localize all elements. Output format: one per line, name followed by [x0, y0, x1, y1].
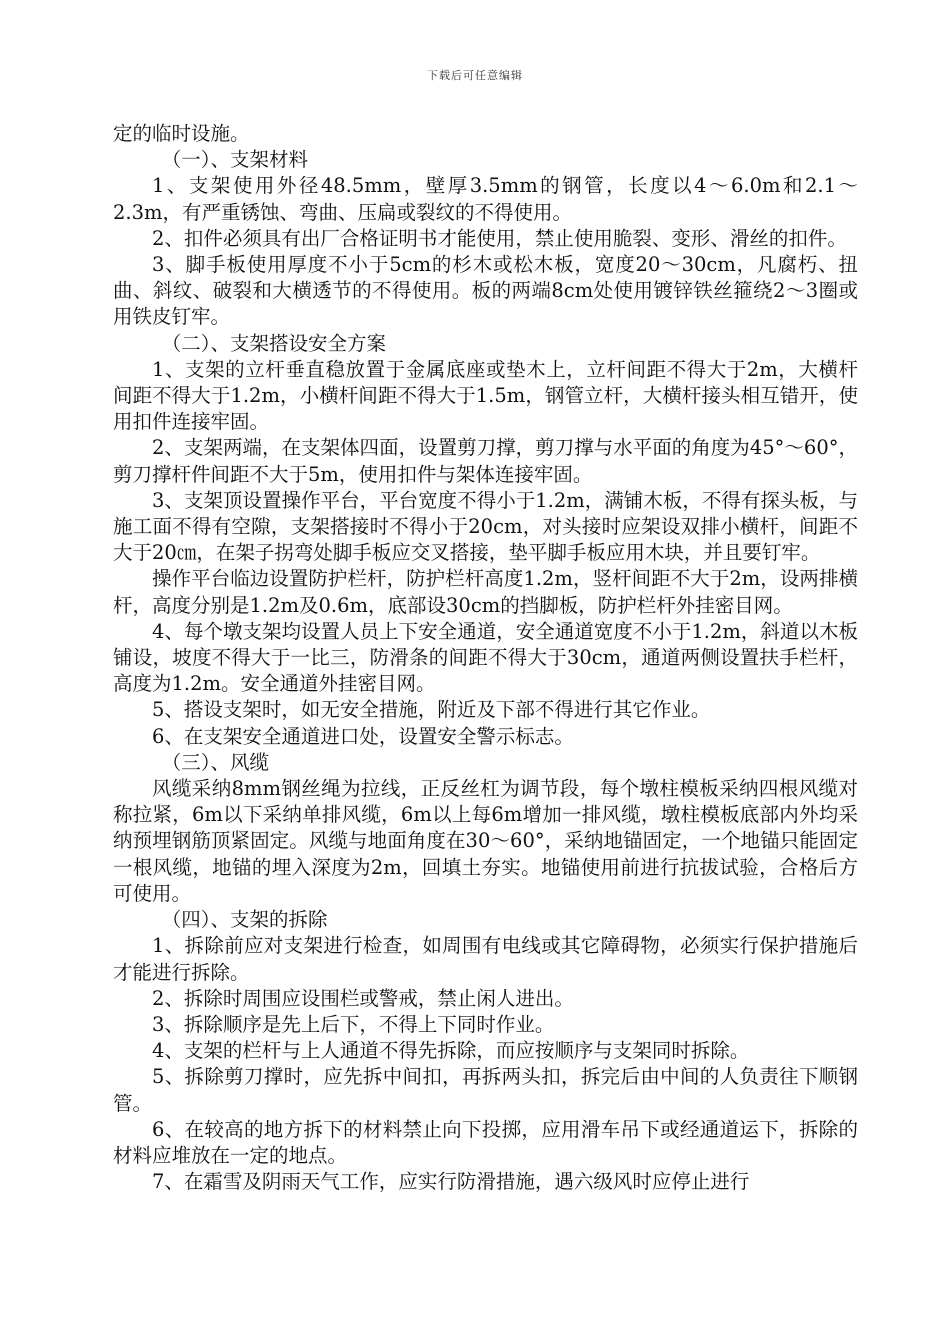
paragraph: 1、拆除前应对支架进行检查，如周围有电线或其它障碍物，必须实行保护措施后才能进行拆除。	[113, 934, 858, 984]
paragraph: 风缆采纳8mm钢丝绳为拉线，正反丝杠为调节段，每个墩柱模板采纳四根风缆对称拉紧，6m以下采纳单排风缆，6m以上每6m增加一排风缆，墩柱模板底部内外均采纳预埋钢筋顶紧固定。风缆与地面角度在30～60°，采纳地锚固定，一个地锚只能固定一根风缆，地锚的埋入深度为2m，回填土夯实。地锚使用前进行抗拔试验，合格后方可使用。	[113, 777, 858, 905]
paragraph: 3、脚手板使用厚度不小于5cm的杉木或松木板，宽度20～30cm，凡腐朽、扭曲、斜纹、破裂和大横透节的不得使用。板的两端8cm处使用镀锌铁丝箍绕2～3圈或用铁皮钉牢。	[113, 253, 858, 329]
paragraph: 操作平台临边设置防护栏杆，防护栏杆高度1.2m，竖杆间距不大于2m，设两排横杆，高度分别是1.2m及0.6m，底部设30cm的挡脚板，防护栏杆外挂密目网。	[113, 567, 858, 617]
paragraph: 5、拆除剪刀撑时，应先拆中间扣，再拆两头扣，拆完后由中间的人负责往下顺钢管。	[113, 1065, 858, 1115]
paragraph: 6、在支架安全通道进口处，设置安全警示标志。	[152, 724, 574, 748]
paragraph: 7、在霜雪及阴雨天气工作，应实行防滑措施，遇六级风时应停止进行	[152, 1170, 750, 1194]
paragraph: 2、扣件必须具有出厂合格证明书才能使用，禁止使用脆裂、变形、滑丝的扣件。	[152, 226, 847, 250]
paragraph: 3、支架顶设置操作平台，平台宽度不得小于1.2m，满铺木板，不得有探头板，与施工面不得有空隙，支架搭接时不得小于20cm，对头接时应架设双排小横杆，间距不大于20㎝，在架子拐弯处脚手板应交叉搭接，垫平脚手板应用木块，并且要钉牢。	[113, 488, 858, 565]
document-body	[113, 121, 858, 1195]
section-heading-dismantling: （四）、支架的拆除	[161, 908, 328, 932]
paragraph: 4、每个墩支架均设置人员上下安全通道，安全通道宽度不小于1.2m，斜道以木板铺设，坡度不得大于一比三，防滑条的间距不得大于30cm，通道两侧设置扶手栏杆，高度为1.2m。安全通道外挂密目网。	[113, 619, 858, 696]
section-heading-support-materials: （一）、支架材料	[161, 148, 309, 172]
paragraph-continuation: 定的临时设施。	[113, 122, 250, 145]
section-heading-erection-safety: （二）、支架搭设安全方案	[161, 331, 387, 355]
paragraph: 2、拆除时周围应设围栏或警戒，禁止闲人进出。	[152, 986, 574, 1010]
paragraph: 1、支架使用外径48.5mm，壁厚3.5mm的钢管，长度以4～6.0m和2.1～2.3m，有严重锈蚀、弯曲、压扁或裂纹的不得使用。	[113, 174, 858, 224]
paragraph: 4、支架的栏杆与上人通道不得先拆除，而应按顺序与支架同时拆除。	[152, 1039, 750, 1063]
paragraph: 1、支架的立杆垂直稳放置于金属底座或垫木上，立杆间距不得大于2m，大横杆间距不得大于1.2m，小横杆间距不得大于1.5m，钢管立杆，大横杆接头相互错开，使用扣件连接牢固。	[113, 357, 858, 434]
paragraph: 2、支架两端，在支架体四面，设置剪刀撑，剪刀撑与水平面的角度为45°～60°，剪刀撑杆件间距不大于5m，使用扣件与架体连接牢固。	[113, 436, 858, 486]
section-heading-guy-cables: （三）、风缆	[161, 750, 270, 774]
paragraph: 6、在较高的地方拆下的材料禁止向下投掷，应用滑车吊下或经通道运下，拆除的材料应堆放在一定的地点。	[113, 1117, 858, 1167]
paragraph: 3、拆除顺序是先上后下，不得上下同时作业。	[152, 1012, 555, 1036]
paragraph: 5、搭设支架时，如无安全措施，附近及下部不得进行其它作业。	[152, 698, 711, 722]
page-header: 下载后可任意编辑	[427, 69, 523, 82]
